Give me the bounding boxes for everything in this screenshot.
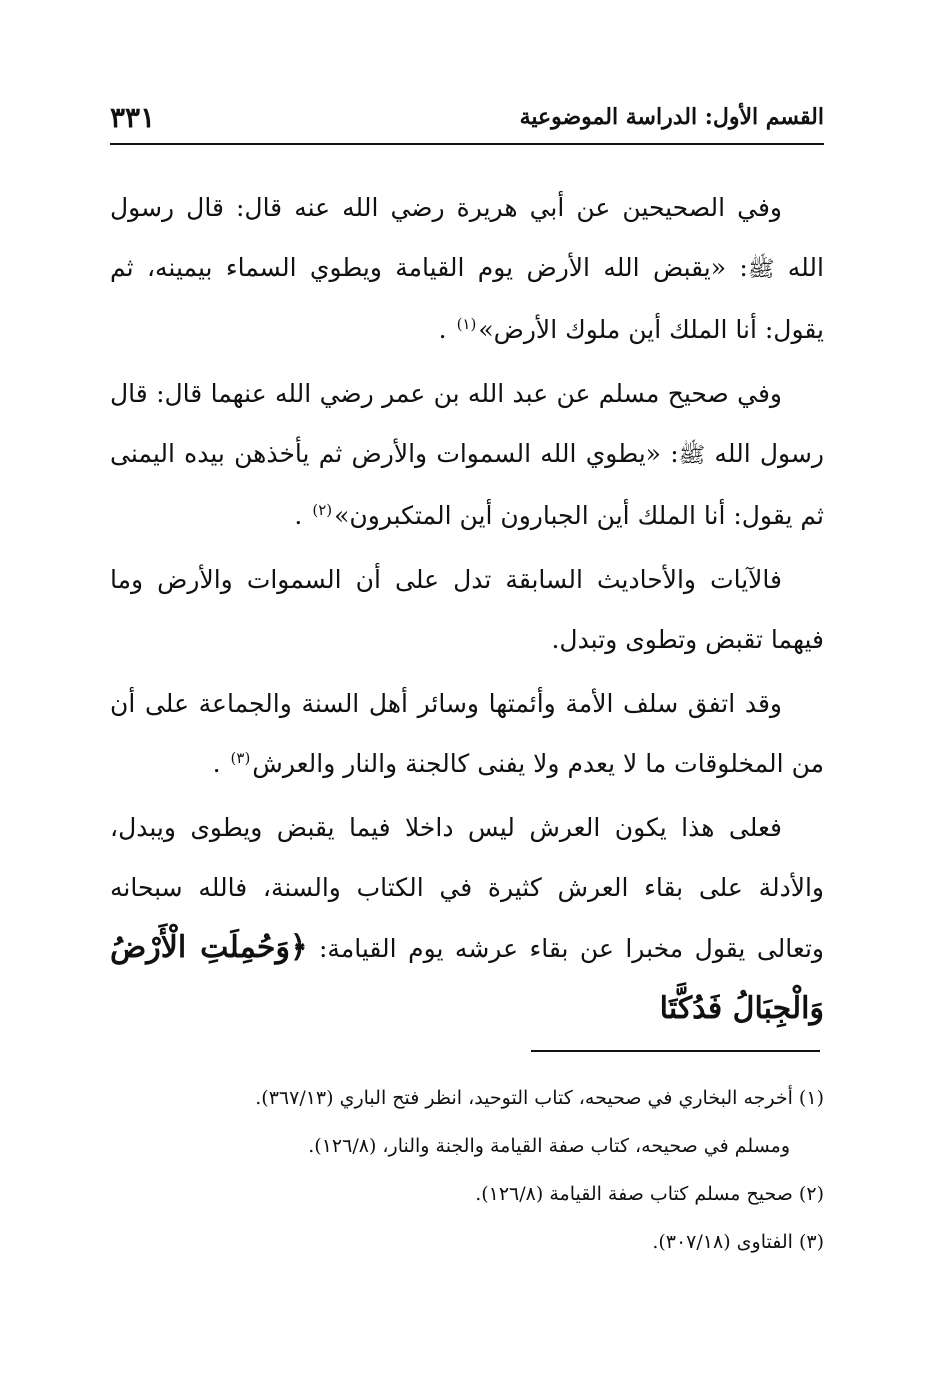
running-head: القسم الأول: الدراسة الموضوعية <box>519 104 824 130</box>
salawat-symbol: ﷺ <box>747 257 775 282</box>
salawat-symbol: ﷺ <box>678 443 706 468</box>
paragraph-2: وفي صحيح مسلم عن عبد الله بن عمر رضي الله عنهما قال: قال رسول الله ﷺ: «يطوي الله السموات والأرض ثم يأخذهن بيده اليمنى ثم يقول: أنا الملك أين الجبارون أين المتكبرون»$^{(٢)}$ . <box>110 379 824 530</box>
paragraph-3: فالآيات والأحاديث السابقة تدل على أن السموات والأرض وما فيهما تقبض وتطوى وتبدل. <box>110 565 824 654</box>
page-number: ٣٣١ <box>110 100 156 134</box>
page-header <box>110 94 824 140</box>
footnote-ref-2[interactable]: (٢) <box>312 500 333 519</box>
paragraph-4: وقد اتفق سلف الأمة وأئمتها وسائر أهل السنة والجماعة على أن من المخلوقات ما لا يعدم ولا يفنى كالجنة والنار والعرش$^{(٣)}$ . <box>110 689 824 778</box>
main-text <box>110 178 824 1044</box>
footnote-1: (١) أخرجه البخاري في صحيحه، كتاب التوحيد، انظر فتح الباري (٣٦٧/١٣). <box>255 1087 824 1109</box>
footnote-2: (٢) صحيح مسلم كتاب صفة القيامة (١٢٦/٨). <box>475 1183 824 1205</box>
footnote-1-continued: ومسلم في صحيحه، كتاب صفة القيامة والجنة والنار، (١٢٦/٨). <box>308 1135 790 1157</box>
footnote-ref-3[interactable]: (٣) <box>230 748 251 767</box>
footnote-ref-1[interactable]: (١) <box>456 314 477 333</box>
footnote-separator <box>531 1050 820 1052</box>
footnote-3: (٣) الفتاوى (٣٠٧/١٨). <box>652 1231 824 1253</box>
paragraph-1: وفي الصحيحين عن أبي هريرة رضي الله عنه قال: قال رسول الله ﷺ: «يقبض الله الأرض يوم القيامة ويطوي السماء بيمينه، ثم يقول: أنا الملك أين ملوك الأرض»$^{(١)}$ . <box>110 193 824 344</box>
paragraph-5: فعلى هذا يكون العرش ليس داخلا فيما يقبض ويطوى ويبدل، والأدلة على بقاء العرش كثيرة في الكتاب والسنة، فالله سبحانه وتعالى يقول مخبرا عن بقاء عرشه يوم القيامة: ﴿وَحُمِلَتِ الْأَرْضُ وَالْجِبَالُ فَدُكَّتَا <box>110 813 824 1026</box>
header-rule <box>110 143 824 145</box>
footnotes <box>110 1074 824 1266</box>
quran-verse: ﴿وَحُمِلَتِ الْأَرْضُ وَالْجِبَالُ فَدُكَّتَا <box>110 930 824 1026</box>
